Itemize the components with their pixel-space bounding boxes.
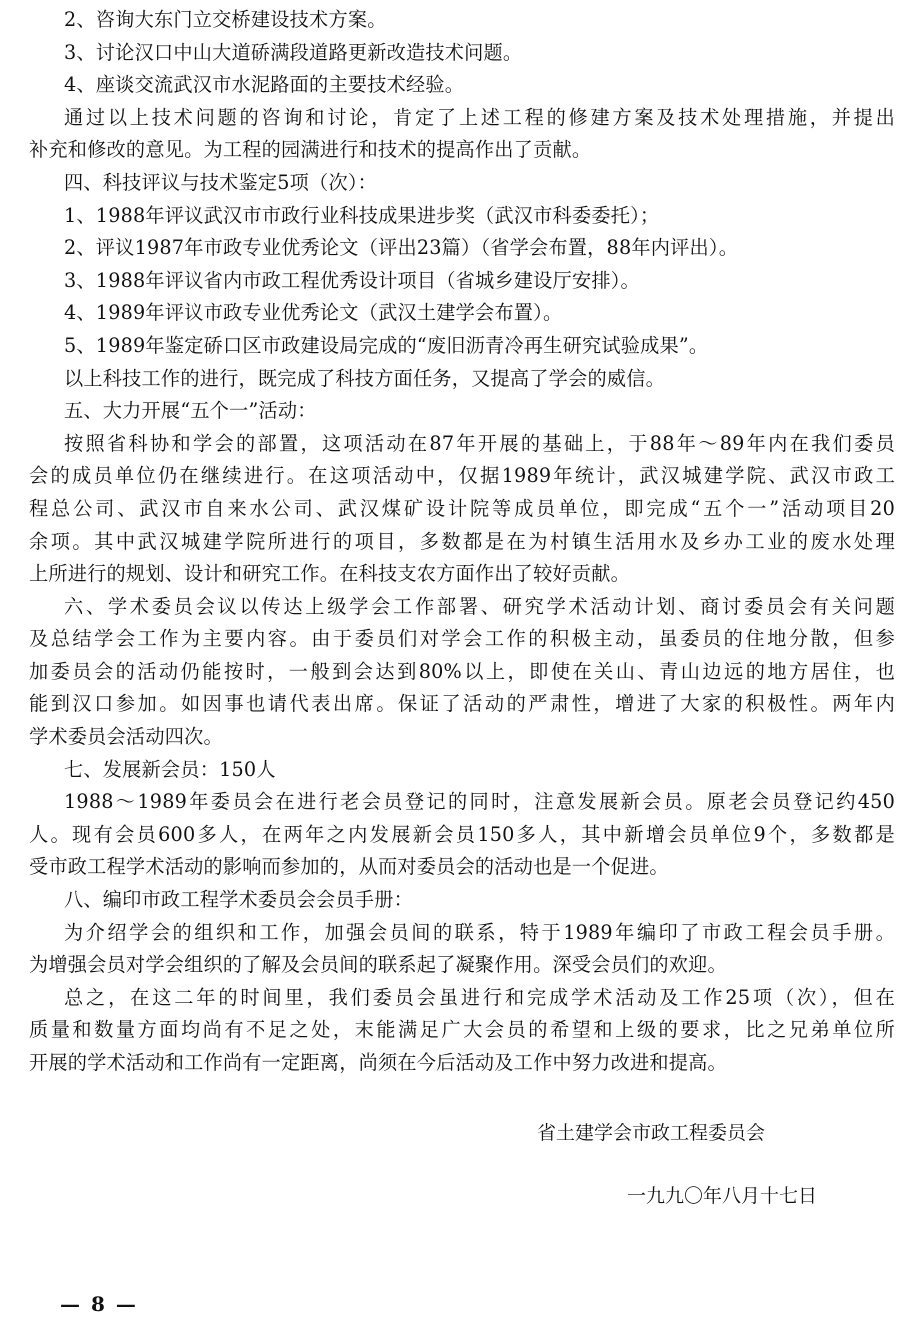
signature-organization: 省土建学会市政工程委员会	[537, 1122, 766, 1144]
text-line: 3、1988年评议省内市政工程优秀设计项目（省城乡建设厅安排）。	[64, 268, 640, 292]
text-line: 及总结学会工作为主要内容。由于委员们对学会工作的积极主动，虽委员的住地分散，但参	[29, 627, 895, 651]
text-line: 程总公司、武汉市自来水公司、武汉煤矿设计院等成员单位，即完成“五个一”活动项目20	[29, 496, 895, 520]
text-line: 4、1989年评议市政专业优秀论文（武汉土建学会布置）。	[64, 301, 563, 325]
text-line: 补充和修改的意见。为工程的园满进行和技术的提高作出了贡献。	[29, 138, 592, 162]
text-line: 4、座谈交流武汉市水泥路面的主要技术经验。	[64, 73, 465, 97]
text-line: 2、咨询大东门立交桥建设技术方案。	[64, 8, 387, 31]
text-line: 为介绍学会的组织和工作，加强会员间的联系，特于1989年编印了市政工程会员手册。	[64, 920, 895, 944]
text-line: 四、科技评议与技术鉴定5项（次）：	[64, 170, 378, 194]
text-line: 质量和数量方面均尚有不足之处，末能满足广大会员的希望和上级的要求，比之兄弟单位所	[29, 1018, 895, 1042]
text-line: 会的成员单位仍在继续进行。在这项活动中，仅据1989年统计，武汉城建学院、武汉市政工	[29, 464, 895, 488]
document-date: 一九九〇年八月十七日	[627, 1185, 818, 1207]
text-line: 3、讨论汉口中山大道硚满段道路更新改造技术问题。	[64, 40, 523, 64]
text-line: 总之，在这二年的时间里，我们委员会虽进行和完成学术活动及工作25项（次），但在	[64, 985, 895, 1009]
document-body	[29, 4, 895, 1080]
text-line: 八、编印市政工程学术委员会会员手册：	[64, 888, 413, 912]
text-line: 七、发展新会员：150人	[64, 757, 276, 781]
text-line: 5、1989年鉴定硚口区市政建设局完成的“废旧沥青冷再生研究试验成果”。	[64, 333, 709, 357]
text-line: 六、学术委员会议以传达上级学会工作部署、研究学术活动计划、商讨委员会有关问题	[64, 594, 895, 618]
text-line: 2、评议1987年市政专业优秀论文（评出23篇）（省学会布置，88年内评出）。	[64, 236, 739, 260]
text-line: 余项。其中武汉城建学院所进行的项目，多数都是在为村镇生活用水及乡办工业的废水处理	[29, 529, 895, 553]
text-line: 学术委员会活动四次。	[29, 725, 223, 749]
text-line: 通过以上技术问题的咨询和讨论，肯定了上述工程的修建方案及技术处理措施，并提出	[64, 105, 895, 129]
text-line: 按照省科协和学会的部置，这项活动在87年开展的基础上，于88年～89年内在我们委员	[64, 431, 895, 455]
text-line: 1、1988年评议武汉市市政行业科技成果进步奖（武汉市科委委托）；	[64, 203, 660, 227]
text-line: 人。现有会员600多人，在两年之内发展新会员150多人，其中新增会员单位9个，多数都是	[29, 822, 895, 846]
text-line: 能到汉口参加。如因事也请代表出席。保证了活动的严肃性，增进了大家的积极性。两年内	[29, 692, 895, 716]
text-line: 1988～1989年委员会在进行老会员登记的同时，注意发展新会员。原老会员登记约450	[64, 790, 895, 814]
text-line: 上所进行的规划、设计和研究工作。在科技支农方面作出了较好贡献。	[29, 562, 631, 586]
page-number: — 8 —	[60, 1292, 138, 1316]
text-line: 五、大力开展“五个一”活动：	[64, 399, 317, 423]
text-line: 为增强会员对学会组织的了解及会员间的联系起了凝聚作用。深受会员们的欢迎。	[29, 953, 727, 977]
text-line: 开展的学术活动和工作尚有一定距离，尚须在今后活动及工作中努力改进和提高。	[29, 1051, 727, 1074]
text-line: 受市政工程学术活动的影响而参加的，从而对委员会的活动也是一个促进。	[29, 855, 669, 879]
text-line: 以上科技工作的进行，既完成了科技方面任务，又提高了学会的威信。	[64, 366, 666, 390]
text-line: 加委员会的活动仍能按时，一般到会达到80%以上，即使在关山、青山边远的地方居住，也	[29, 659, 895, 683]
